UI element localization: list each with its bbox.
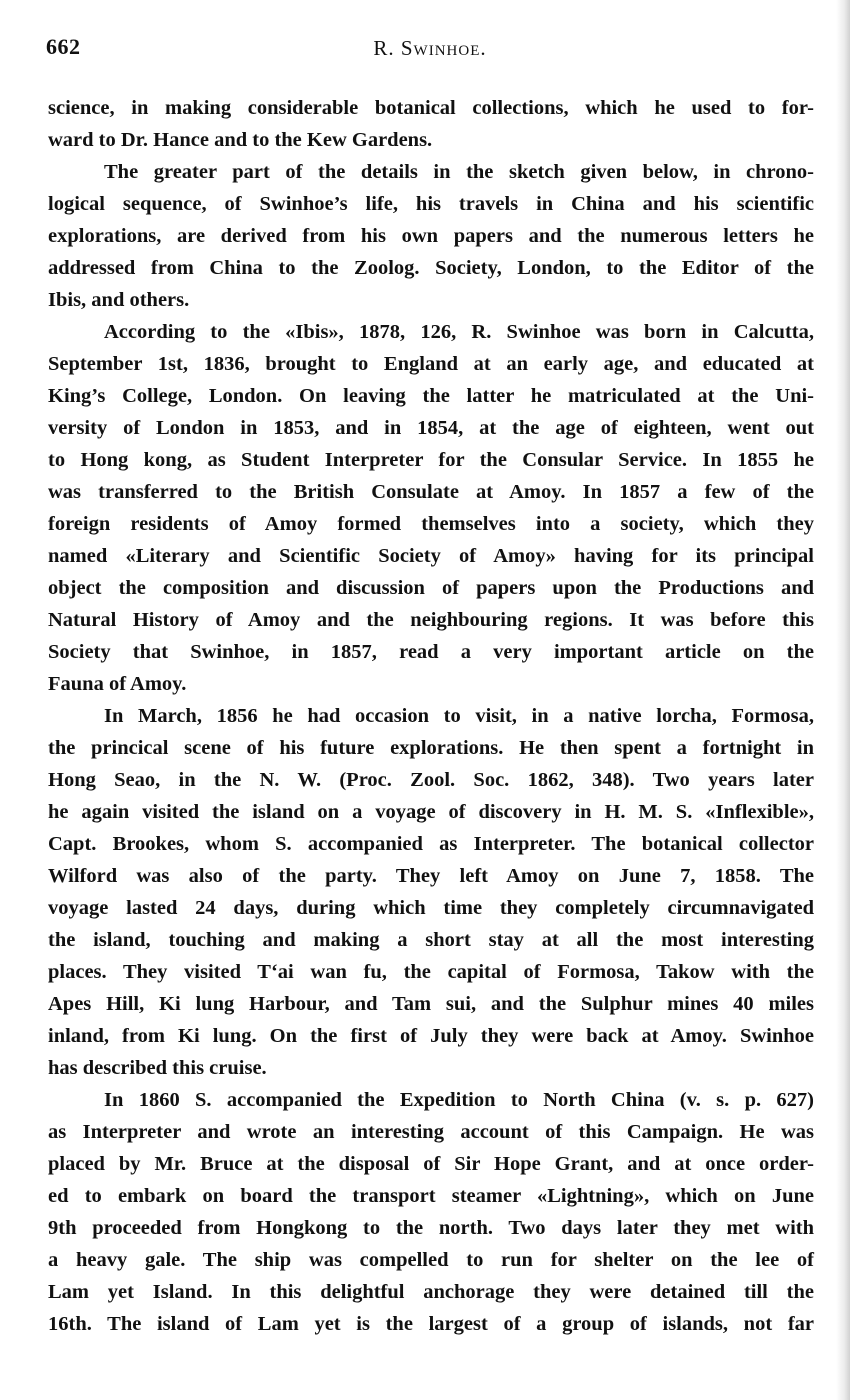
- text-line: 16th. The island of Lam yet is the largest of a group of islands, not far: [48, 1313, 814, 1335]
- text-line: addressed from China to the Zoolog. Society, London, to the Editor of the: [48, 257, 814, 279]
- text-line: the princical scene of his future explorations. He then spent a fortnight in: [48, 737, 814, 759]
- text-line: has described this cruise.: [48, 1057, 267, 1079]
- text-line: Hong Seao, in the N. W. (Proc. Zool. Soc. 1862, 348). Two years later: [48, 769, 814, 791]
- body-text: [48, 92, 814, 1340]
- text-line: voyage lasted 24 days, during which time they completely circumnavigated: [48, 897, 814, 919]
- text-line: the island, touching and making a short stay at all the most interesting: [48, 929, 814, 951]
- text-line: 9th proceeded from Hongkong to the north. Two days later they met with: [48, 1217, 814, 1239]
- text-line: was transferred to the British Consulate at Amoy. In 1857 a few of the: [48, 481, 814, 503]
- text-line: September 1st, 1836, brought to England at an early age, and educated at: [48, 353, 814, 375]
- text-line: science, in making considerable botanical collections, which he used to for-: [48, 97, 814, 119]
- page-edge-shadow: [836, 0, 850, 1400]
- text-line: a heavy gale. The ship was compelled to run for shelter on the lee of: [48, 1249, 814, 1271]
- text-line: Fauna of Amoy.: [48, 673, 187, 695]
- text-line: inland, from Ki lung. On the first of July they were back at Amoy. Swinhoe: [48, 1025, 814, 1047]
- text-line: King’s College, London. On leaving the latter he matriculated at the Uni-: [48, 385, 814, 407]
- text-line: Lam yet Island. In this delightful anchorage they were detained till the: [48, 1281, 814, 1303]
- text-line: object the composition and discussion of papers upon the Productions and: [48, 577, 814, 599]
- text-line: Capt. Brookes, whom S. accompanied as Interpreter. The botanical collector: [48, 833, 814, 855]
- text-line: foreign residents of Amoy formed themselves into a society, which they: [48, 513, 814, 535]
- text-line: In 1860 S. accompanied the Expedition to North China (v. s. p. 627): [104, 1089, 814, 1111]
- text-line: Natural History of Amoy and the neighbouring regions. It was before this: [48, 609, 814, 631]
- text-line: explorations, are derived from his own papers and the numerous letters he: [48, 225, 814, 247]
- running-title: [46, 36, 814, 61]
- text-line: Ibis, and others.: [48, 289, 190, 311]
- text-line: Apes Hill, Ki lung Harbour, and Tam sui, and the Sulphur mines 40 miles: [48, 993, 814, 1015]
- running-title-text: R. Swinhoe.: [373, 36, 487, 60]
- text-line: versity of London in 1853, and in 1854, at the age of eighteen, went out: [48, 417, 814, 439]
- text-line: he again visited the island on a voyage of discovery in H. M. S. «Inflexible»,: [48, 801, 814, 823]
- page-number: 662: [46, 34, 81, 59]
- text-line: places. They visited T‘ai wan fu, the capital of Formosa, Takow with the: [48, 961, 814, 983]
- text-line: as Interpreter and wrote an interesting account of this Campaign. He was: [48, 1121, 814, 1143]
- running-head: [46, 34, 814, 68]
- text-line: named «Literary and Scientific Society of Amoy» having for its principal: [48, 545, 814, 567]
- text-line: logical sequence, of Swinhoe’s life, his travels in China and his scientific: [48, 193, 814, 215]
- text-line: In March, 1856 he had occasion to visit, in a native lorcha, Formosa,: [104, 705, 814, 727]
- text-line: Wilford was also of the party. They left Amoy on June 7, 1858. The: [48, 865, 814, 887]
- text-line: ed to embark on board the transport steamer «Lightning», which on June: [48, 1185, 814, 1207]
- text-line: ward to Dr. Hance and to the Kew Gardens.: [48, 129, 433, 151]
- text-line: to Hong kong, as Student Interpreter for the Consular Service. In 1855 he: [48, 449, 814, 471]
- text-line: The greater part of the details in the sketch given below, in chrono-: [104, 161, 814, 183]
- text-line: Society that Swinhoe, in 1857, read a very important article on the: [48, 641, 814, 663]
- text-line: placed by Mr. Bruce at the disposal of Sir Hope Grant, and at once order-: [48, 1153, 814, 1175]
- text-line: According to the «Ibis», 1878, 126, R. Swinhoe was born in Calcutta,: [104, 321, 814, 343]
